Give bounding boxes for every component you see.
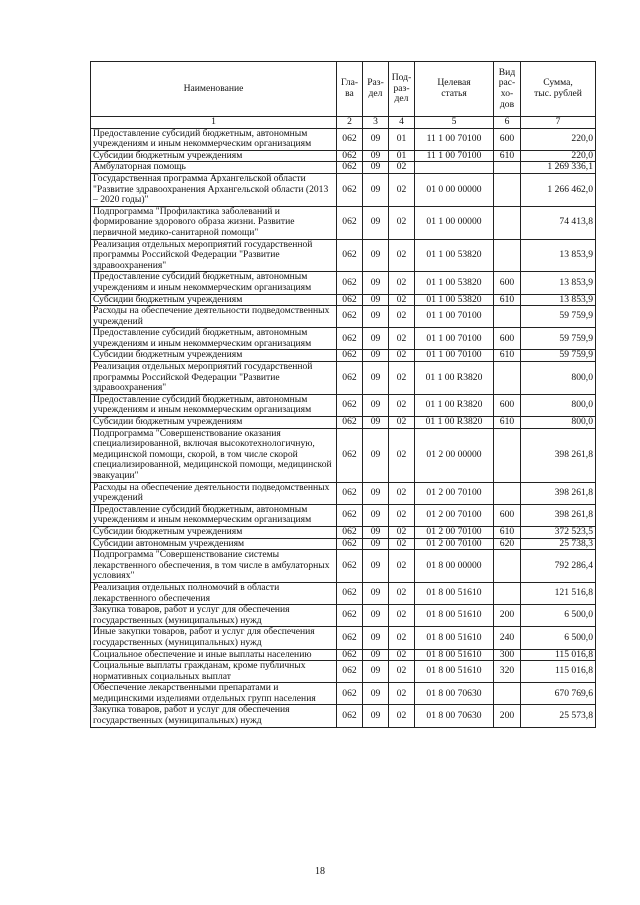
row-sum: 1 266 462,0 [521, 173, 596, 206]
row-glava: 062 [337, 605, 363, 627]
table-row [91, 294, 596, 306]
table-row [91, 162, 596, 174]
row-sum: 13 853,9 [521, 294, 596, 306]
row-razdel: 09 [363, 306, 389, 328]
row-sum: 13 853,9 [521, 272, 596, 294]
table-row [91, 705, 596, 727]
row-name: Обеспечение лекарственными препаратами и медицинскими изделиями отдельных групп населения [91, 683, 337, 705]
row-sum: 800,0 [521, 417, 596, 429]
row-expense-type: 610 [494, 294, 521, 306]
row-expense-type: 320 [494, 661, 521, 683]
row-glava: 062 [337, 272, 363, 294]
row-expense-type: 300 [494, 649, 521, 661]
row-razdel: 09 [363, 173, 389, 206]
row-podrazdel: 02 [389, 294, 415, 306]
row-name: Субсидии бюджетным учреждениям [91, 294, 337, 306]
row-sum: 220,0 [521, 150, 596, 162]
row-razdel: 09 [363, 162, 389, 174]
row-expense-type: 200 [494, 705, 521, 727]
row-expense-type [494, 582, 521, 604]
row-sum: 115 016,8 [521, 649, 596, 661]
row-glava: 062 [337, 428, 363, 482]
row-name: Предоставление субсидий бюджетным, автономным учреждениям и иным некоммерческим организациям [91, 328, 337, 350]
header-target-article: Целевая статья [415, 62, 494, 117]
row-name: Субсидии бюджетным учреждениям [91, 350, 337, 362]
row-podrazdel: 02 [389, 428, 415, 482]
row-expense-type [494, 362, 521, 395]
row-target-article: 01 8 00 70630 [415, 683, 494, 705]
row-razdel: 09 [363, 504, 389, 526]
row-razdel: 09 [363, 550, 389, 583]
row-sum: 121 516,8 [521, 582, 596, 604]
row-glava: 062 [337, 582, 363, 604]
row-expense-type: 600 [494, 394, 521, 416]
row-glava: 062 [337, 239, 363, 272]
row-target-article: 01 2 00 00000 [415, 428, 494, 482]
column-number: 6 [494, 117, 521, 129]
row-glava: 062 [337, 162, 363, 174]
column-number: 2 [337, 117, 363, 129]
row-expense-type [494, 482, 521, 504]
row-podrazdel: 02 [389, 206, 415, 239]
row-glava: 062 [337, 482, 363, 504]
row-sum: 25 573,8 [521, 705, 596, 727]
row-name: Закупка товаров, работ и услуг для обеспечения государственных (муниципальных) нужд [91, 605, 337, 627]
row-expense-type [494, 306, 521, 328]
table-row [91, 683, 596, 705]
row-target-article: 11 1 00 70100 [415, 128, 494, 150]
row-razdel: 09 [363, 328, 389, 350]
header-expense-type: Вид рас- хо- дов [494, 62, 521, 117]
row-sum: 59 759,9 [521, 350, 596, 362]
row-target-article: 01 1 00 R3820 [415, 417, 494, 429]
row-expense-type: 200 [494, 605, 521, 627]
column-number: 7 [521, 117, 596, 129]
row-podrazdel: 02 [389, 328, 415, 350]
row-name: Субсидии бюджетным учреждениям [91, 417, 337, 429]
row-glava: 062 [337, 394, 363, 416]
row-podrazdel: 02 [389, 362, 415, 395]
table-row [91, 649, 596, 661]
row-glava: 062 [337, 206, 363, 239]
row-target-article: 01 1 00 53820 [415, 272, 494, 294]
row-sum: 220,0 [521, 128, 596, 150]
table-row [91, 526, 596, 538]
table-row [91, 661, 596, 683]
row-podrazdel: 02 [389, 394, 415, 416]
row-expense-type: 610 [494, 526, 521, 538]
row-podrazdel: 01 [389, 128, 415, 150]
row-podrazdel: 02 [389, 239, 415, 272]
row-podrazdel: 02 [389, 649, 415, 661]
row-target-article: 01 1 00 70100 [415, 306, 494, 328]
row-name: Подпрограмма "Совершенствование оказания специализированной, включая высокотехнологичную, медицинской помощи, скорой, в том числе скорой специализированной, медицинской помощи, медицинской эвакуации" [91, 428, 337, 482]
table-row [91, 394, 596, 416]
row-razdel: 09 [363, 582, 389, 604]
row-razdel: 09 [363, 350, 389, 362]
row-glava: 062 [337, 627, 363, 649]
row-target-article: 01 1 00 70100 [415, 328, 494, 350]
row-name: Иные закупки товаров, работ и услуг для обеспечения государственных (муниципальных) нужд [91, 627, 337, 649]
row-target-article: 01 8 00 51610 [415, 627, 494, 649]
row-podrazdel: 02 [389, 482, 415, 504]
row-target-article: 01 2 00 70100 [415, 482, 494, 504]
row-glava: 062 [337, 705, 363, 727]
row-glava: 062 [337, 526, 363, 538]
row-name: Реализация отдельных мероприятий государственной программы Российской Федерации "Развитие здравоохранения" [91, 239, 337, 272]
table-row [91, 328, 596, 350]
page-number: 18 [315, 866, 325, 877]
table-row [91, 428, 596, 482]
row-name: Социальные выплаты гражданам, кроме публичных нормативных социальных выплат [91, 661, 337, 683]
row-name: Подпрограмма "Профилактика заболеваний и формирование здорового образа жизни. Развитие первичной медико-санитарной помощи" [91, 206, 337, 239]
row-expense-type [494, 683, 521, 705]
row-target-article: 01 2 00 70100 [415, 538, 494, 550]
budget-table [90, 61, 596, 728]
row-razdel: 09 [363, 661, 389, 683]
row-target-article: 01 8 00 51610 [415, 661, 494, 683]
row-razdel: 09 [363, 538, 389, 550]
row-sum: 800,0 [521, 362, 596, 395]
row-expense-type: 610 [494, 417, 521, 429]
row-razdel: 09 [363, 649, 389, 661]
row-target-article: 01 8 00 51610 [415, 582, 494, 604]
row-glava: 062 [337, 661, 363, 683]
row-razdel: 09 [363, 605, 389, 627]
row-name: Расходы на обеспечение деятельности подведомственных учреждений [91, 306, 337, 328]
row-podrazdel: 02 [389, 538, 415, 550]
row-podrazdel: 02 [389, 504, 415, 526]
row-razdel: 09 [363, 417, 389, 429]
header-sum: Сумма, тыс. рублей [521, 62, 596, 117]
row-glava: 062 [337, 128, 363, 150]
row-name: Предоставление субсидий бюджетным, автономным учреждениям и иным некоммерческим организациям [91, 128, 337, 150]
row-target-article: 11 1 00 70100 [415, 150, 494, 162]
row-razdel: 09 [363, 428, 389, 482]
row-glava: 062 [337, 550, 363, 583]
row-name: Подпрограмма "Совершенствование системы лекарственного обеспечения, в том числе в амбулаторных условиях" [91, 550, 337, 583]
row-name: Предоставление субсидий бюджетным, автономным учреждениям и иным некоммерческим организациям [91, 504, 337, 526]
row-sum: 59 759,9 [521, 306, 596, 328]
row-name: Субсидии автономным учреждениям [91, 538, 337, 550]
column-number: 1 [91, 117, 337, 129]
row-expense-type [494, 550, 521, 583]
table-row [91, 538, 596, 550]
row-sum: 398 261,8 [521, 504, 596, 526]
row-glava: 062 [337, 350, 363, 362]
row-podrazdel: 02 [389, 162, 415, 174]
row-glava: 062 [337, 504, 363, 526]
row-name: Реализация отдельных мероприятий государственной программы Российской Федерации "Развитие здравоохранения" [91, 362, 337, 395]
table-row [91, 150, 596, 162]
row-podrazdel: 02 [389, 605, 415, 627]
table-row [91, 306, 596, 328]
row-sum: 115 016,8 [521, 661, 596, 683]
row-name: Государственная программа Архангельской области "Развитие здравоохранения Архангельской области (2013 – 2020 годы)" [91, 173, 337, 206]
row-sum: 6 500,0 [521, 605, 596, 627]
header-podrazdel: Под- раз- дел [389, 62, 415, 117]
row-razdel: 09 [363, 482, 389, 504]
table-row [91, 173, 596, 206]
row-podrazdel: 02 [389, 350, 415, 362]
row-sum: 792 286,4 [521, 550, 596, 583]
table-body [91, 128, 596, 727]
row-sum: 398 261,8 [521, 428, 596, 482]
row-razdel: 09 [363, 206, 389, 239]
row-name: Субсидии бюджетным учреждениям [91, 150, 337, 162]
row-expense-type [494, 173, 521, 206]
row-razdel: 09 [363, 362, 389, 395]
header-glava: Гла- ва [337, 62, 363, 117]
row-razdel: 09 [363, 272, 389, 294]
row-name: Расходы на обеспечение деятельности подведомственных учреждений [91, 482, 337, 504]
row-expense-type: 600 [494, 128, 521, 150]
row-glava: 062 [337, 649, 363, 661]
table-row [91, 482, 596, 504]
row-podrazdel: 02 [389, 526, 415, 538]
row-sum: 6 500,0 [521, 627, 596, 649]
row-podrazdel: 02 [389, 582, 415, 604]
row-sum: 59 759,9 [521, 328, 596, 350]
table-row [91, 350, 596, 362]
table-row [91, 417, 596, 429]
row-podrazdel: 02 [389, 661, 415, 683]
row-sum: 1 269 336,1 [521, 162, 596, 174]
row-target-article: 01 1 00 R3820 [415, 362, 494, 395]
row-razdel: 09 [363, 394, 389, 416]
row-target-article: 01 2 00 70100 [415, 526, 494, 538]
row-glava: 062 [337, 683, 363, 705]
row-podrazdel: 02 [389, 705, 415, 727]
row-glava: 062 [337, 362, 363, 395]
row-sum: 74 413,8 [521, 206, 596, 239]
row-glava: 062 [337, 306, 363, 328]
row-expense-type: 600 [494, 272, 521, 294]
table-row [91, 550, 596, 583]
row-razdel: 09 [363, 683, 389, 705]
row-target-article: 01 1 00 53820 [415, 239, 494, 272]
row-target-article: 01 2 00 70100 [415, 504, 494, 526]
row-expense-type: 240 [494, 627, 521, 649]
row-expense-type: 610 [494, 350, 521, 362]
row-razdel: 09 [363, 294, 389, 306]
row-glava: 062 [337, 538, 363, 550]
row-expense-type: 620 [494, 538, 521, 550]
row-razdel: 09 [363, 128, 389, 150]
row-podrazdel: 01 [389, 150, 415, 162]
row-sum: 25 738,3 [521, 538, 596, 550]
row-expense-type [494, 239, 521, 272]
row-sum: 800,0 [521, 394, 596, 416]
row-name: Реализация отдельных полномочий в области лекарственного обеспечения [91, 582, 337, 604]
row-name: Закупка товаров, работ и услуг для обеспечения государственных (муниципальных) нужд [91, 705, 337, 727]
row-razdel: 09 [363, 627, 389, 649]
row-target-article: 01 1 00 53820 [415, 294, 494, 306]
row-podrazdel: 02 [389, 683, 415, 705]
row-target-article: 01 0 00 00000 [415, 173, 494, 206]
table-row [91, 627, 596, 649]
row-target-article [415, 162, 494, 174]
row-podrazdel: 02 [389, 173, 415, 206]
row-podrazdel: 02 [389, 417, 415, 429]
row-expense-type [494, 162, 521, 174]
row-glava: 062 [337, 173, 363, 206]
row-target-article: 01 8 00 70630 [415, 705, 494, 727]
row-razdel: 09 [363, 239, 389, 272]
row-podrazdel: 02 [389, 627, 415, 649]
table-row [91, 206, 596, 239]
row-glava: 062 [337, 150, 363, 162]
row-sum: 13 853,9 [521, 239, 596, 272]
table-row [91, 272, 596, 294]
row-target-article: 01 8 00 51610 [415, 649, 494, 661]
table-row [91, 504, 596, 526]
row-target-article: 01 1 00 70100 [415, 350, 494, 362]
table-row [91, 582, 596, 604]
row-podrazdel: 02 [389, 306, 415, 328]
row-glava: 062 [337, 328, 363, 350]
row-expense-type [494, 206, 521, 239]
row-expense-type: 600 [494, 504, 521, 526]
row-razdel: 09 [363, 705, 389, 727]
header-razdel: Раз- дел [363, 62, 389, 117]
row-expense-type: 600 [494, 328, 521, 350]
row-target-article: 01 8 00 00000 [415, 550, 494, 583]
row-target-article: 01 1 00 R3820 [415, 394, 494, 416]
table-header-row [91, 62, 596, 117]
row-razdel: 09 [363, 526, 389, 538]
row-sum: 398 261,8 [521, 482, 596, 504]
row-name: Субсидии бюджетным учреждениям [91, 526, 337, 538]
table-row [91, 128, 596, 150]
column-number-row [91, 117, 596, 129]
row-name: Предоставление субсидий бюджетным, автономным учреждениям и иным некоммерческим организациям [91, 394, 337, 416]
table-row [91, 239, 596, 272]
row-glava: 062 [337, 417, 363, 429]
row-name: Социальное обеспечение и иные выплаты населению [91, 649, 337, 661]
row-name: Амбулаторная помощь [91, 162, 337, 174]
row-expense-type [494, 428, 521, 482]
table-row [91, 362, 596, 395]
column-number: 5 [415, 117, 494, 129]
row-podrazdel: 02 [389, 550, 415, 583]
table-row [91, 605, 596, 627]
row-target-article: 01 1 00 00000 [415, 206, 494, 239]
row-glava: 062 [337, 294, 363, 306]
header-name: Наименование [91, 62, 337, 117]
row-name: Предоставление субсидий бюджетным, автономным учреждениям и иным некоммерческим организациям [91, 272, 337, 294]
row-podrazdel: 02 [389, 272, 415, 294]
column-number: 4 [389, 117, 415, 129]
row-expense-type: 610 [494, 150, 521, 162]
row-sum: 372 523,5 [521, 526, 596, 538]
row-sum: 670 769,6 [521, 683, 596, 705]
row-target-article: 01 8 00 51610 [415, 605, 494, 627]
row-razdel: 09 [363, 150, 389, 162]
column-number: 3 [363, 117, 389, 129]
